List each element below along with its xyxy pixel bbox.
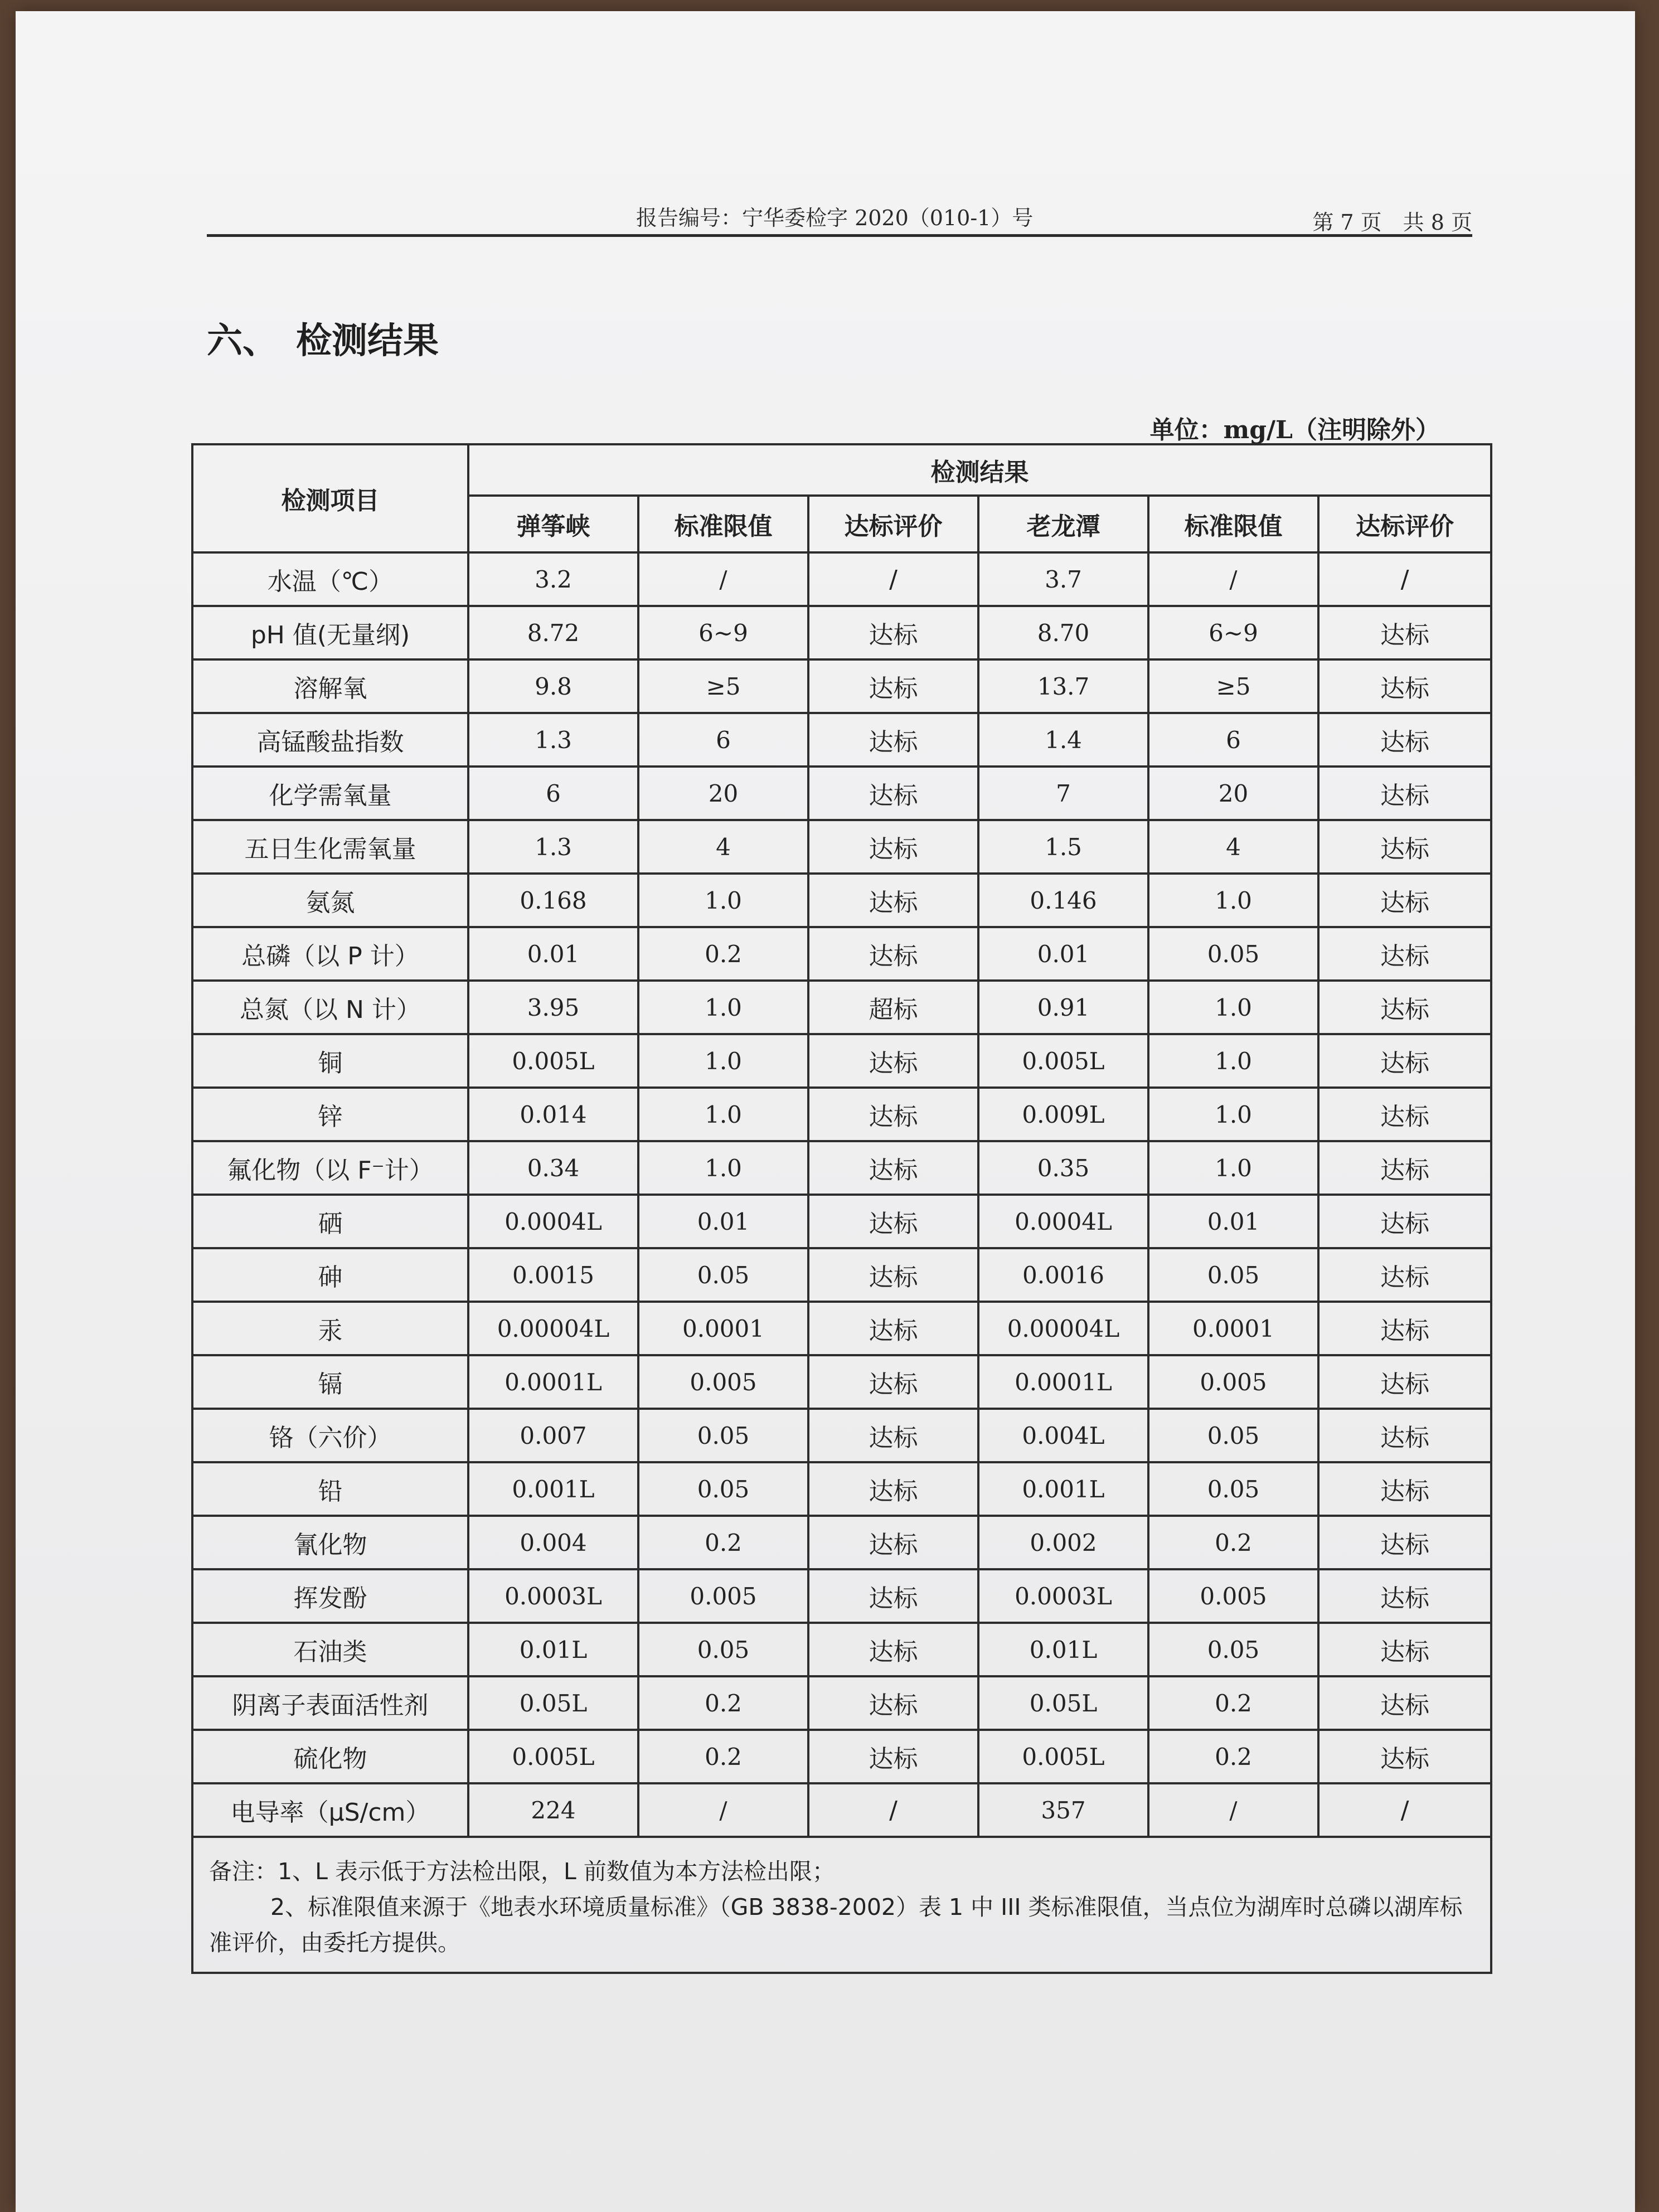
evaluation-cell: 达标 xyxy=(808,1730,978,1783)
limit-cell: 20 xyxy=(638,767,808,820)
item-name-cell: 阴离子表面活性剂 xyxy=(192,1676,468,1730)
value-cell: 3.95 xyxy=(468,981,638,1034)
value-cell: 3.7 xyxy=(978,552,1148,606)
evaluation-cell: 达标 xyxy=(808,713,978,767)
evaluation-cell: / xyxy=(808,552,978,606)
notes-cell xyxy=(192,1837,1491,1973)
evaluation-cell: 达标 xyxy=(1318,874,1491,927)
limit-cell: 0.01 xyxy=(1148,1195,1318,1248)
evaluation-cell: 达标 xyxy=(808,1302,978,1355)
limit-cell: 1.0 xyxy=(1148,1141,1318,1195)
subheader-cell: 达标评价 xyxy=(1318,496,1491,552)
value-cell: 0.0003L xyxy=(468,1569,638,1623)
table-row xyxy=(192,606,1491,659)
limit-cell: 0.2 xyxy=(638,1730,808,1783)
evaluation-cell: / xyxy=(1318,1783,1491,1837)
table-row xyxy=(192,1516,1491,1569)
item-name-cell: 氟化物（以 F⁻计） xyxy=(192,1141,468,1195)
value-cell: 0.01 xyxy=(468,927,638,981)
table-row xyxy=(192,1248,1491,1302)
limit-cell: / xyxy=(1148,1783,1318,1837)
notes-row xyxy=(192,1837,1491,1973)
subheader-cell: 达标评价 xyxy=(808,496,978,552)
limit-cell: 0.05 xyxy=(638,1462,808,1516)
item-name-cell: 石油类 xyxy=(192,1623,468,1676)
limit-cell: 0.05 xyxy=(1148,927,1318,981)
table-row xyxy=(192,1302,1491,1355)
value-cell: 0.05L xyxy=(468,1676,638,1730)
limit-cell: 0.05 xyxy=(638,1623,808,1676)
value-cell: 224 xyxy=(468,1783,638,1837)
subheader-cell: 标准限值 xyxy=(1148,496,1318,552)
evaluation-cell: 达标 xyxy=(1318,1141,1491,1195)
section-title: 六、 检测结果 xyxy=(207,321,439,362)
limit-cell: 6~9 xyxy=(638,606,808,659)
table-row xyxy=(192,713,1491,767)
value-cell: 0.005L xyxy=(468,1730,638,1783)
limit-cell: ≥5 xyxy=(638,659,808,713)
limit-cell: 1.0 xyxy=(638,874,808,927)
value-cell: 0.168 xyxy=(468,874,638,927)
limit-cell: ≥5 xyxy=(1148,659,1318,713)
item-name-cell: 氨氮 xyxy=(192,874,468,927)
value-cell: 0.0004L xyxy=(468,1195,638,1248)
item-name-cell: 硫化物 xyxy=(192,1730,468,1783)
table-row xyxy=(192,1462,1491,1516)
evaluation-cell: 达标 xyxy=(1318,1302,1491,1355)
page-number: 第 7 页 共 8 页 xyxy=(1312,210,1472,235)
limit-cell: 1.0 xyxy=(1148,874,1318,927)
evaluation-cell: 达标 xyxy=(808,1409,978,1462)
note-line-1: 备注：1、L 表示低于方法检出限，L 前数值为本方法检出限； xyxy=(209,1858,835,1885)
evaluation-cell: 达标 xyxy=(1318,1569,1491,1623)
evaluation-cell: 达标 xyxy=(1318,1730,1491,1783)
item-name-cell: 铜 xyxy=(192,1034,468,1088)
evaluation-cell: 达标 xyxy=(808,927,978,981)
evaluation-cell: 达标 xyxy=(1318,767,1491,820)
value-cell: 8.70 xyxy=(978,606,1148,659)
table-row xyxy=(192,1141,1491,1195)
value-cell: 0.001L xyxy=(468,1462,638,1516)
limit-cell: 1.0 xyxy=(1148,1088,1318,1141)
limit-cell: 6 xyxy=(1148,713,1318,767)
table-row xyxy=(192,1676,1491,1730)
evaluation-cell: 达标 xyxy=(808,1462,978,1516)
value-cell: 0.0015 xyxy=(468,1248,638,1302)
value-cell: 0.007 xyxy=(468,1409,638,1462)
evaluation-cell: 达标 xyxy=(1318,1409,1491,1462)
item-name-cell: 化学需氧量 xyxy=(192,767,468,820)
value-cell: 0.01L xyxy=(978,1623,1148,1676)
item-name-cell: pH 值(无量纲) xyxy=(192,606,468,659)
document-page xyxy=(16,11,1635,2212)
evaluation-cell: 达标 xyxy=(808,1088,978,1141)
value-cell: 0.004L xyxy=(978,1409,1148,1462)
limit-cell: 1.0 xyxy=(638,1141,808,1195)
item-name-cell: 氰化物 xyxy=(192,1516,468,1569)
value-cell: 0.00004L xyxy=(978,1302,1148,1355)
table-row xyxy=(192,874,1491,927)
evaluation-cell: 达标 xyxy=(808,1195,978,1248)
item-name-cell: 铬（六价） xyxy=(192,1409,468,1462)
value-cell: 0.34 xyxy=(468,1141,638,1195)
item-name-cell: 总氮（以 N 计） xyxy=(192,981,468,1034)
evaluation-cell: 达标 xyxy=(808,1034,978,1088)
evaluation-cell: / xyxy=(808,1783,978,1837)
evaluation-cell: 达标 xyxy=(808,1623,978,1676)
limit-cell: / xyxy=(638,552,808,606)
limit-cell: 0.2 xyxy=(638,1676,808,1730)
limit-cell: 1.0 xyxy=(1148,981,1318,1034)
evaluation-cell: 达标 xyxy=(1318,1516,1491,1569)
limit-cell: 0.005 xyxy=(638,1355,808,1409)
note-line-2: 2、标准限值来源于《地表水环境质量标准》（GB 3838-2002）表 1 中 III 类标准限值，当点位为湖库时总磷以湖库标准评价，由委托方提供。 xyxy=(209,1894,1463,1956)
table-row xyxy=(192,820,1491,874)
value-cell: 7 xyxy=(978,767,1148,820)
limit-cell: 1.0 xyxy=(638,981,808,1034)
evaluation-cell: 达标 xyxy=(1318,1248,1491,1302)
value-cell: 0.009L xyxy=(978,1088,1148,1141)
value-cell: 0.002 xyxy=(978,1516,1148,1569)
value-cell: 9.8 xyxy=(468,659,638,713)
evaluation-cell: 达标 xyxy=(808,1248,978,1302)
value-cell: 0.0001L xyxy=(978,1355,1148,1409)
value-cell: 0.01 xyxy=(978,927,1148,981)
value-cell: 1.5 xyxy=(978,820,1148,874)
evaluation-cell: 达标 xyxy=(808,659,978,713)
value-cell: 8.72 xyxy=(468,606,638,659)
evaluation-cell: 达标 xyxy=(1318,659,1491,713)
limit-cell: 0.05 xyxy=(1148,1409,1318,1462)
item-name-cell: 挥发酚 xyxy=(192,1569,468,1623)
subheader-cell: 标准限值 xyxy=(638,496,808,552)
limit-cell: 6~9 xyxy=(1148,606,1318,659)
subheader-cell: 弹筝峡 xyxy=(468,496,638,552)
limit-cell: 0.2 xyxy=(638,1516,808,1569)
item-name-cell: 水温（℃） xyxy=(192,552,468,606)
value-cell: 0.0016 xyxy=(978,1248,1148,1302)
value-cell: 0.005L xyxy=(468,1034,638,1088)
value-cell: 0.005L xyxy=(978,1730,1148,1783)
limit-cell: 0.005 xyxy=(1148,1569,1318,1623)
evaluation-cell: 达标 xyxy=(808,820,978,874)
table-row xyxy=(192,1088,1491,1141)
limit-cell: 0.005 xyxy=(1148,1355,1318,1409)
limit-cell: 0.005 xyxy=(638,1569,808,1623)
item-name-cell: 高锰酸盐指数 xyxy=(192,713,468,767)
item-name-cell: 溶解氧 xyxy=(192,659,468,713)
limit-cell: 0.2 xyxy=(1148,1676,1318,1730)
limit-cell: 0.0001 xyxy=(1148,1302,1318,1355)
limit-cell: 0.01 xyxy=(638,1195,808,1248)
limit-cell: 0.05 xyxy=(638,1409,808,1462)
evaluation-cell: 达标 xyxy=(1318,713,1491,767)
value-cell: 1.3 xyxy=(468,820,638,874)
evaluation-cell: 达标 xyxy=(808,874,978,927)
table-row xyxy=(192,1195,1491,1248)
item-name-cell: 铅 xyxy=(192,1462,468,1516)
table-row xyxy=(192,1034,1491,1088)
page-header xyxy=(207,195,1472,237)
evaluation-cell: 达标 xyxy=(808,1676,978,1730)
value-cell: 0.0001L xyxy=(468,1355,638,1409)
item-name-cell: 镉 xyxy=(192,1355,468,1409)
header-item: 检测项目 xyxy=(192,444,468,552)
item-name-cell: 总磷（以 P 计） xyxy=(192,927,468,981)
limit-cell: 0.05 xyxy=(1148,1623,1318,1676)
item-name-cell: 硒 xyxy=(192,1195,468,1248)
header-results: 检测结果 xyxy=(468,444,1491,496)
value-cell: 0.001L xyxy=(978,1462,1148,1516)
evaluation-cell: 达标 xyxy=(808,1355,978,1409)
table-row xyxy=(192,552,1491,606)
evaluation-cell: 达标 xyxy=(808,767,978,820)
value-cell: 1.3 xyxy=(468,713,638,767)
item-name-cell: 电导率（μS/cm） xyxy=(192,1783,468,1837)
limit-cell: 20 xyxy=(1148,767,1318,820)
value-cell: 3.2 xyxy=(468,552,638,606)
table-row xyxy=(192,1783,1491,1837)
subheader-cell: 老龙潭 xyxy=(978,496,1148,552)
item-name-cell: 五日生化需氧量 xyxy=(192,820,468,874)
table-row xyxy=(192,981,1491,1034)
table-row xyxy=(192,1730,1491,1783)
table-row xyxy=(192,1409,1491,1462)
limit-cell: 1.0 xyxy=(1148,1034,1318,1088)
evaluation-cell: / xyxy=(1318,552,1491,606)
table-row xyxy=(192,659,1491,713)
evaluation-cell: 达标 xyxy=(1318,927,1491,981)
value-cell: 0.0003L xyxy=(978,1569,1148,1623)
value-cell: 0.0004L xyxy=(978,1195,1148,1248)
evaluation-cell: 达标 xyxy=(1318,1355,1491,1409)
value-cell: 0.35 xyxy=(978,1141,1148,1195)
table-row xyxy=(192,1623,1491,1676)
value-cell: 0.146 xyxy=(978,874,1148,927)
value-cell: 0.005L xyxy=(978,1034,1148,1088)
evaluation-cell: 达标 xyxy=(808,1516,978,1569)
evaluation-cell: 达标 xyxy=(808,1141,978,1195)
limit-cell: / xyxy=(638,1783,808,1837)
item-name-cell: 汞 xyxy=(192,1302,468,1355)
evaluation-cell: 达标 xyxy=(808,1569,978,1623)
value-cell: 1.4 xyxy=(978,713,1148,767)
value-cell: 0.014 xyxy=(468,1088,638,1141)
evaluation-cell: 达标 xyxy=(1318,1462,1491,1516)
table-body xyxy=(192,552,1491,1837)
limit-cell: / xyxy=(1148,552,1318,606)
evaluation-cell: 达标 xyxy=(1318,606,1491,659)
value-cell: 357 xyxy=(978,1783,1148,1837)
limit-cell: 1.0 xyxy=(638,1034,808,1088)
unit-label: 单位：mg/L（注明除外） xyxy=(1149,416,1440,444)
evaluation-cell: 达标 xyxy=(1318,1623,1491,1676)
limit-cell: 4 xyxy=(1148,820,1318,874)
evaluation-cell: 达标 xyxy=(1318,1195,1491,1248)
table-row xyxy=(192,1355,1491,1409)
value-cell: 0.01L xyxy=(468,1623,638,1676)
value-cell: 0.004 xyxy=(468,1516,638,1569)
limit-cell: 0.2 xyxy=(1148,1516,1318,1569)
table-row xyxy=(192,1569,1491,1623)
value-cell: 0.00004L xyxy=(468,1302,638,1355)
value-cell: 6 xyxy=(468,767,638,820)
evaluation-cell: 达标 xyxy=(1318,981,1491,1034)
evaluation-cell: 超标 xyxy=(808,981,978,1034)
value-cell: 0.05L xyxy=(978,1676,1148,1730)
table-row xyxy=(192,767,1491,820)
limit-cell: 4 xyxy=(638,820,808,874)
evaluation-cell: 达标 xyxy=(1318,1676,1491,1730)
evaluation-cell: 达标 xyxy=(808,606,978,659)
limit-cell: 0.0001 xyxy=(638,1302,808,1355)
item-name-cell: 锌 xyxy=(192,1088,468,1141)
limit-cell: 0.05 xyxy=(1148,1248,1318,1302)
limit-cell: 0.2 xyxy=(638,927,808,981)
table-row xyxy=(192,927,1491,981)
limit-cell: 0.05 xyxy=(1148,1462,1318,1516)
evaluation-cell: 达标 xyxy=(1318,1034,1491,1088)
table-header-row xyxy=(192,444,1491,496)
limit-cell: 0.05 xyxy=(638,1248,808,1302)
report-number: 报告编号：宁华委检字 2020（010-1）号 xyxy=(636,206,1034,230)
results-table xyxy=(191,443,1492,1974)
value-cell: 0.91 xyxy=(978,981,1148,1034)
value-cell: 13.7 xyxy=(978,659,1148,713)
limit-cell: 6 xyxy=(638,713,808,767)
limit-cell: 0.2 xyxy=(1148,1730,1318,1783)
evaluation-cell: 达标 xyxy=(1318,820,1491,874)
evaluation-cell: 达标 xyxy=(1318,1088,1491,1141)
item-name-cell: 砷 xyxy=(192,1248,468,1302)
limit-cell: 1.0 xyxy=(638,1088,808,1141)
